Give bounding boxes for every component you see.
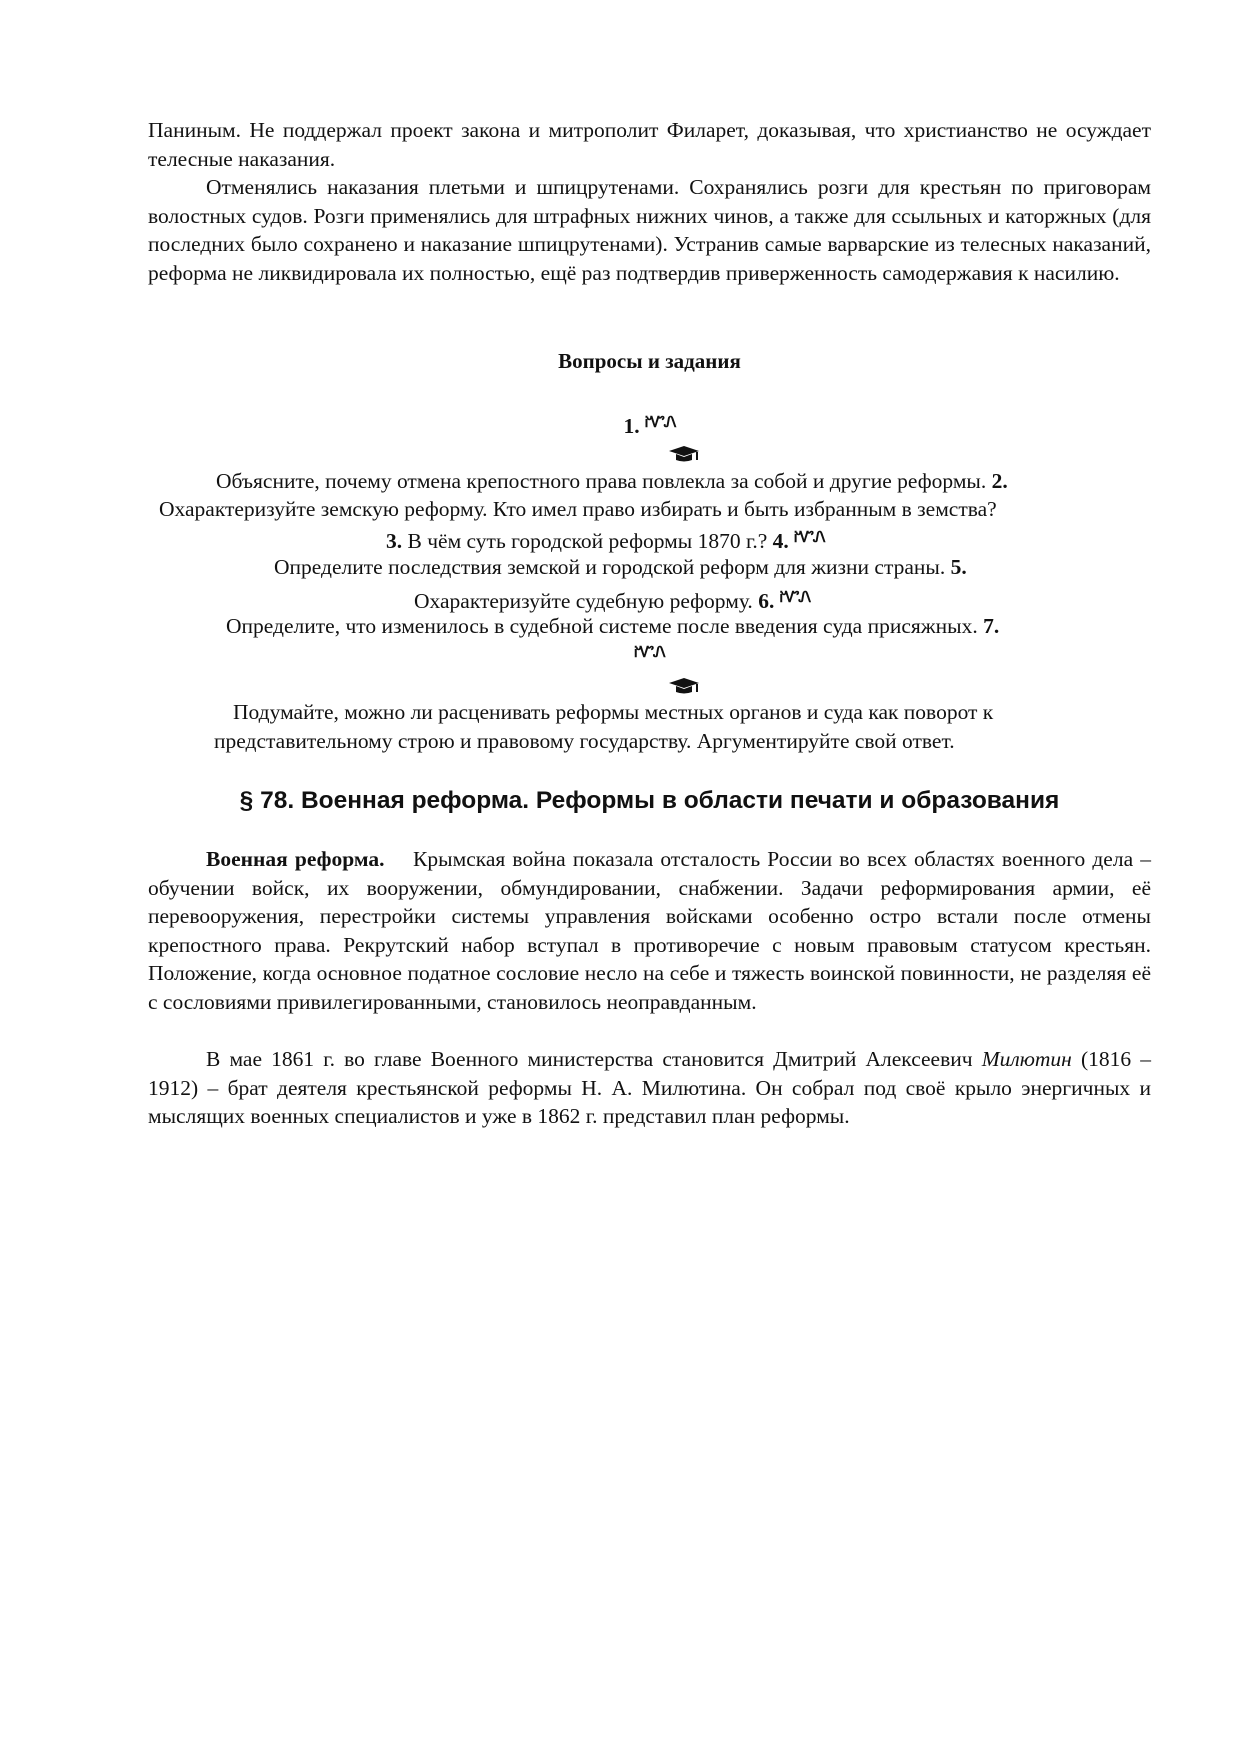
- section-lead: Военная реформа.: [206, 847, 385, 871]
- section-text-1: Крымская война показала отсталость России во всех областях военного дела – обучении войск, их вооружении, обмундировании, снабжении. Задачи реформирования армии, её перевооружения, перестройки системы управления войсками особенно остро встали после отмены крепостного права. Рекрутский набор вступал в противоречие с новым правовым статусом крестьян. Положение, когда основное податное сословие несло на себе и тяжесть воинской повинности, не разделяя её с сословиями привилегированными, становилось неоправданным.: [148, 847, 1151, 1014]
- mortarboard-icon: [667, 446, 701, 462]
- question-text: Определите последствия земской и городской реформ для жизни страны.: [274, 555, 946, 579]
- section-title: § 78. Военная реформа. Реформы в области печати и образования: [239, 787, 1060, 814]
- question-text: Охарактеризуйте судебную реформу.: [414, 589, 753, 613]
- question-number: 2.: [991, 469, 1008, 493]
- intro-paragraph-1: [148, 116, 1151, 173]
- question-number: 3.: [386, 529, 403, 553]
- question-number: 6.: [758, 589, 775, 613]
- symbol-glyph-icon: ᎥᏉᏁ: [794, 528, 825, 546]
- section-text-2-rest: (1816 – 1912) – брат деятеля крестьянской реформы Н. А. Милютина. Он собрал под своё крыло энергичных и мыслящих военных специалистов и уже в 1862 г. представил план реформы.: [148, 1047, 1151, 1129]
- question-2-text: [159, 495, 997, 523]
- question-text: Определите, что изменилось в судебной системе после введения суда присяжных.: [226, 614, 978, 638]
- person-name: Милютин: [981, 1047, 1072, 1071]
- question-text: Объясните, почему отмена крепостного права повлекла за собой и другие реформы.: [216, 469, 987, 493]
- section-paragraph-2: [148, 1045, 1151, 1131]
- question-text: Охарактеризуйте земскую реформу. Кто имел право избирать и быть избранным в земства?: [159, 497, 997, 521]
- question-number: 7.: [983, 614, 1000, 638]
- question-6-text: [226, 612, 999, 640]
- question-4-text: [274, 553, 967, 581]
- intro-text-1: Паниным. Не поддержал проект закона и митрополит Филарет, доказывая, что христианство не осуждает телесные наказания.: [148, 118, 1151, 171]
- question-number: 1.: [623, 414, 640, 438]
- question-5-text: [414, 583, 810, 615]
- question-text: Подумайте, можно ли расценивать реформы местных органов и суда как поворот к: [233, 700, 994, 724]
- symbol-glyph-icon: ᎥᏉᏁ: [645, 413, 676, 431]
- questions-heading: Вопросы и задания: [558, 349, 741, 373]
- question-number: 5.: [950, 555, 967, 579]
- intro-paragraph-2: [148, 173, 1151, 287]
- question-3-text: [386, 523, 825, 555]
- intro-text-2: Отменялись наказания плетьми и шпицрутенами. Сохранялись розги для крестьян по приговорам волостных судов. Розги применялись для штрафных нижних чинов, а также для ссыльных и каторжных (для последних было сохранено и наказание шпицрутенами). Устранив самые варварские из телесных наказаний, реформа не ликвидировала их полностью, ещё раз подтвердив приверженность самодержавия к насилию.: [148, 175, 1151, 285]
- question-text: В чём суть городской реформы 1870 г.?: [402, 529, 768, 553]
- question-7-text-line-2: [214, 727, 955, 755]
- section-text-2-start: В мае 1861 г. во главе Военного министерства становится Дмитрий Алексеевич: [206, 1047, 973, 1071]
- question-text: представительному строю и правовому государству. Аргументируйте свой ответ.: [214, 729, 955, 753]
- symbol-glyph-icon: ᎥᏉᏁ: [779, 588, 811, 606]
- mortarboard-icon: [667, 678, 701, 694]
- question-1-label: [148, 408, 1151, 440]
- symbol-glyph-icon: ᎥᏉᏁ: [634, 643, 665, 661]
- question-7-label: [148, 638, 1151, 670]
- question-number: 4.: [772, 529, 789, 553]
- question-1-text: [216, 467, 1008, 495]
- section-paragraph-1: [148, 845, 1151, 1017]
- question-7-text-line-1: [233, 698, 993, 726]
